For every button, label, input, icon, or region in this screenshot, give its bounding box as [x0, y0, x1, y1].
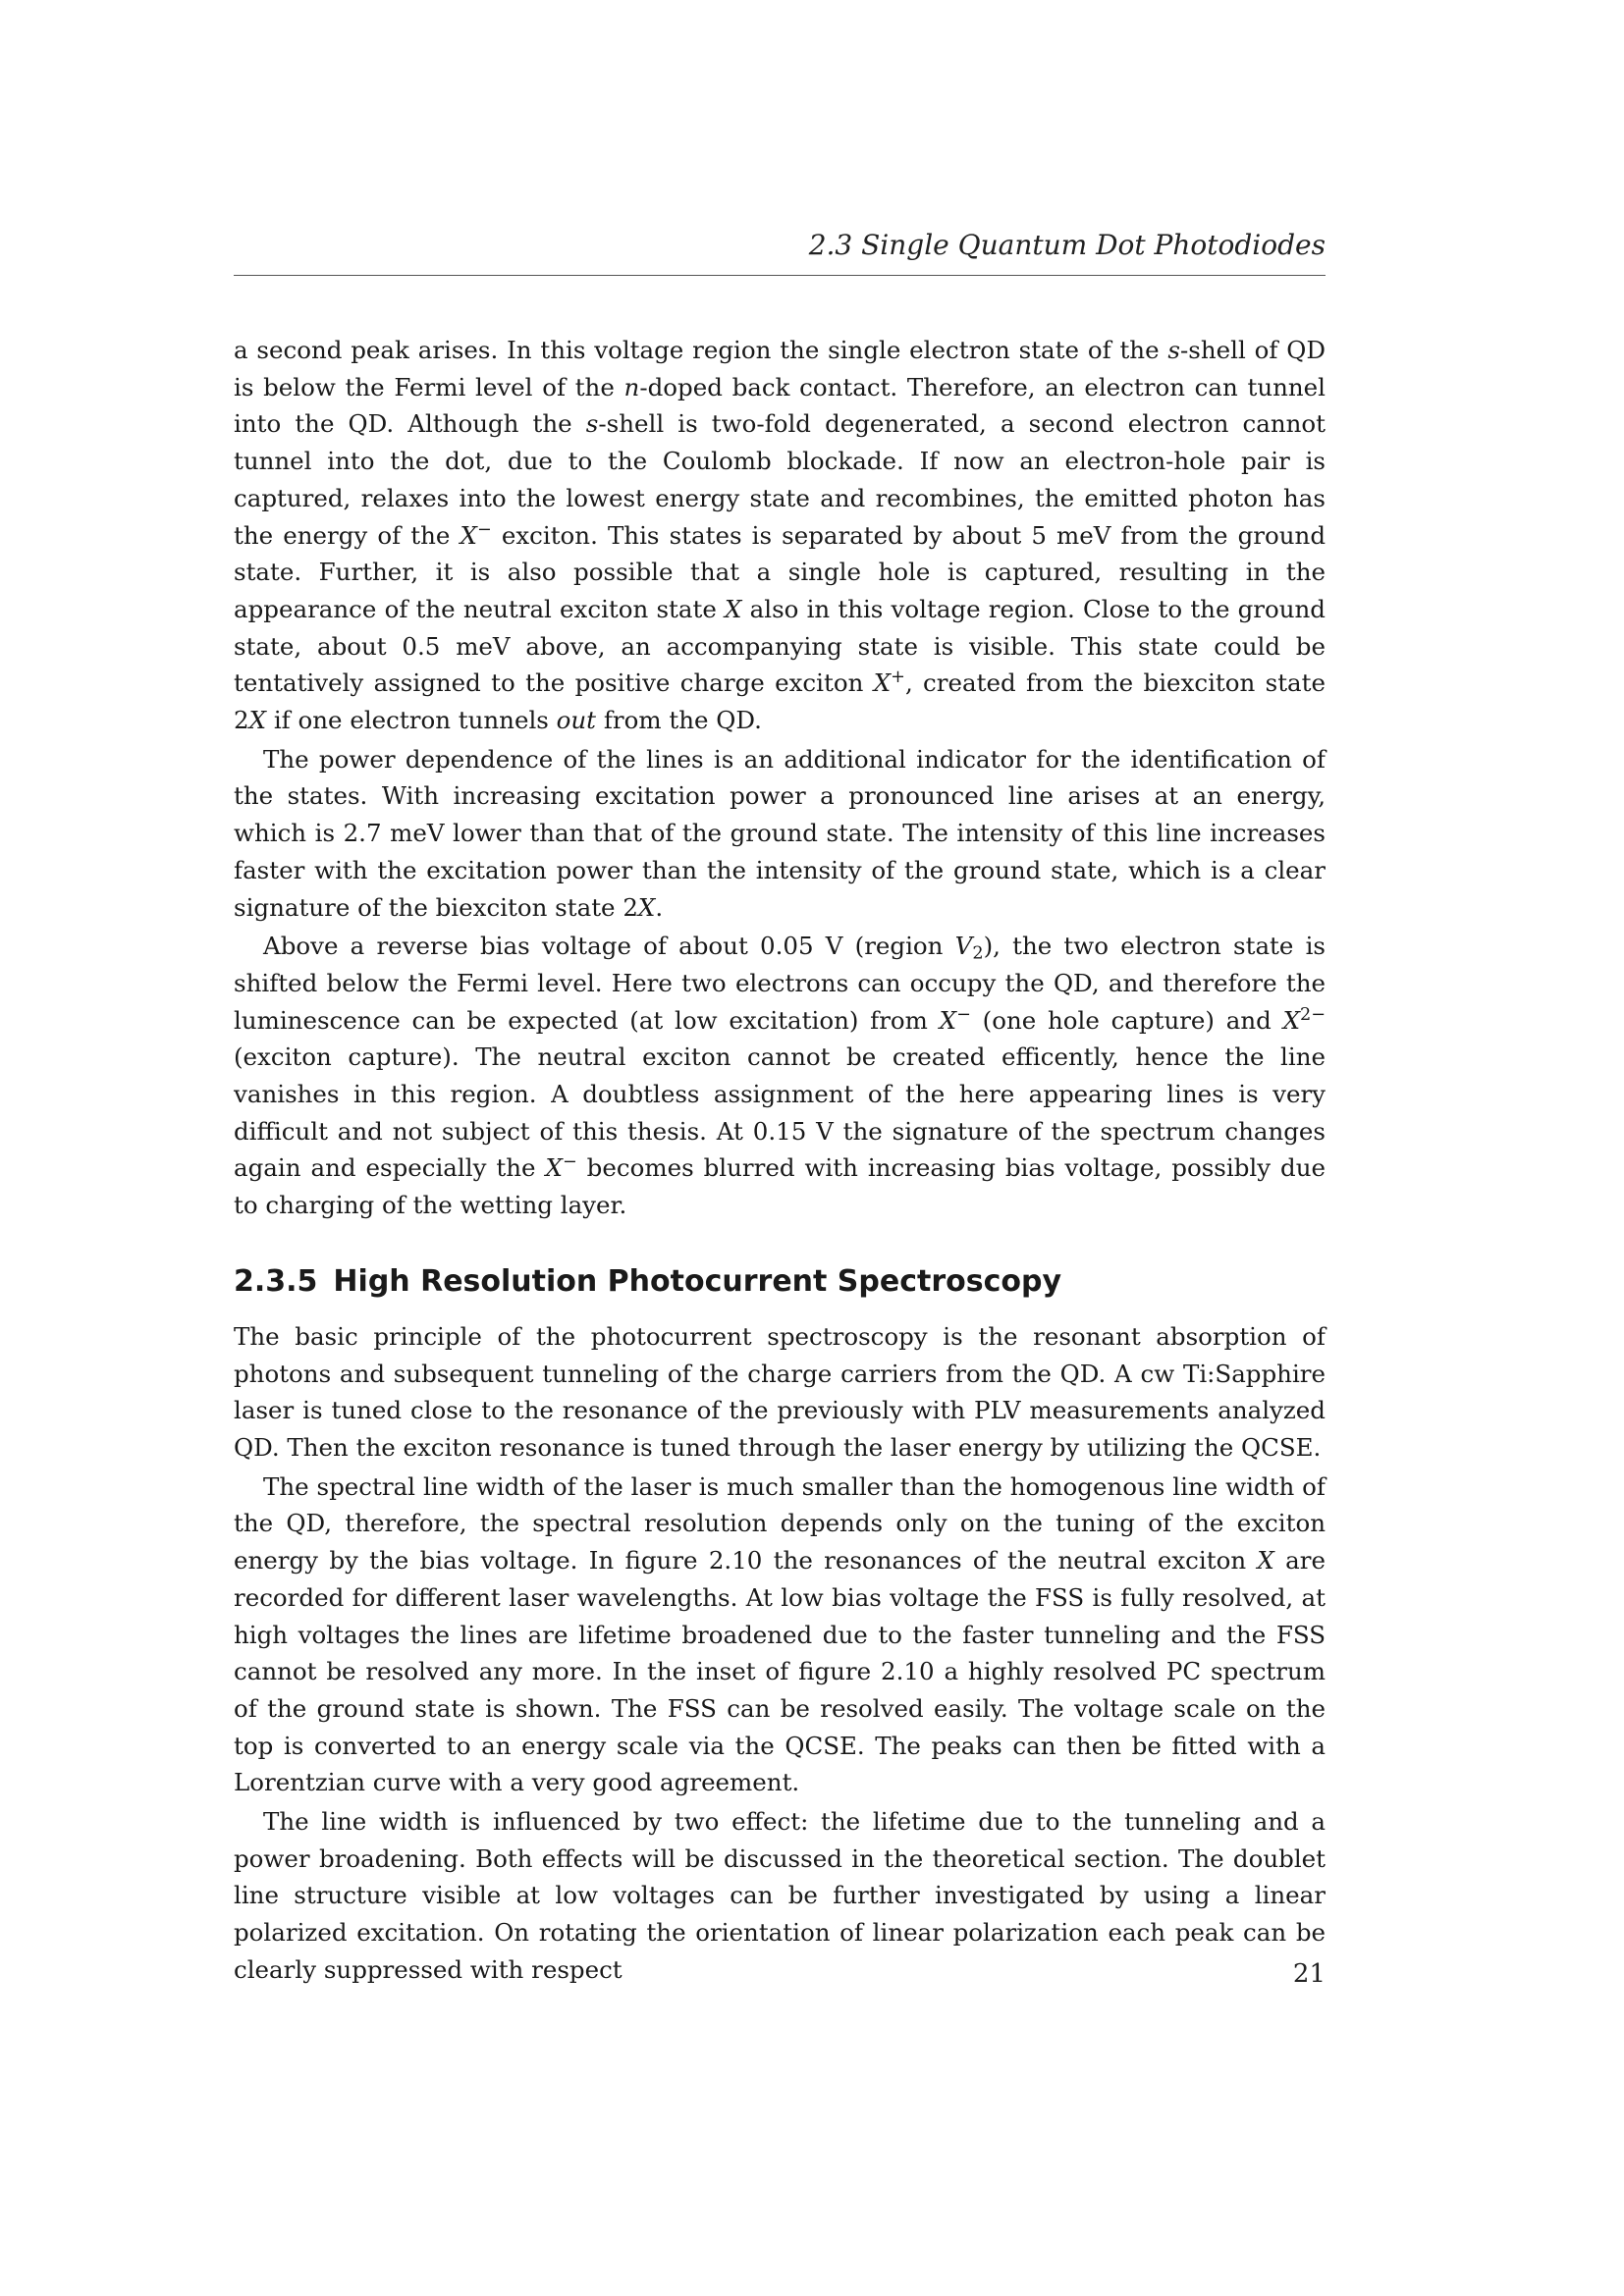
paragraph-4: The basic principle of the photocurrent spectroscopy is the resonant absorption of photons and subsequent tunneling of the charge carriers from the QD. A cw Ti:Sapphire laser is tuned close to the resonance of the previously with PLV measurements analyzed QD. Then the exciton resonance is tuned through the laser energy by utilizing the QCSE. [234, 1321, 1326, 1462]
section-number: 2.3.5 [234, 1263, 318, 1299]
section-title: High Resolution Photocurrent Spectroscopy [333, 1263, 1062, 1299]
paragraph-5: The spectral line width of the laser is much smaller than the homogenous line width of the QD, therefore, the spectral resolution depends only on the tuning of the exciton energy by the bias voltage. In figure 2.10 the resonances of the neutral exciton X are recorded for different laser wavelengths. At low bias voltage the FSS is fully resolved, at high voltages the lines are lifetime broadened due to the faster tunneling and the FSS cannot be resolved any more. In the inset of figure 2.10 a highly resolved PC spectrum of the ground state is shown. The FSS can be resolved easily. The voltage scale on the top is converted to an energy scale via the QCSE. The peaks can then be fitted with a Lorentzian curve with a very good agreement. [234, 1471, 1326, 1797]
body-text [234, 332, 1326, 1989]
section-heading [234, 1263, 1326, 1301]
paragraph-1: a second peak arises. In this voltage region the single electron state of the s-shell of QD is below the Fermi level of the n-doped back contact. Therefore, an electron can tunnel into the QD. Although the s-shell is two-fold degenerated, a second electron cannot tunnel into the dot, due to the Coulomb blockade. If now an electron-hole pair is captured, relaxes into the lowest energy state and recombines, the emitted photon has the energy of the X− exciton. This states is separated by about 5 meV from the ground state. Further, it is also possible that a single hole is captured, resulting in the appearance of the neutral exciton state X also in this voltage region. Close to the ground state, about 0.5 meV above, an accompanying state is visible. This state could be tentatively assigned to the positive charge exciton X+, created from the biexciton state 2X if one electron tunnels out from the QD. [234, 336, 1326, 735]
page-number: 21 [1292, 1959, 1326, 1989]
paragraph-3: Above a reverse bias voltage of about 0.05 V (region $V_2$), the two electron state is shifted below the Fermi level. Here two electrons can occupy the QD, and therefore the luminescence can be expected (at low excitation) from X− (one hole capture) and $X^{2-}$ (exciton capture). The neutral exciton cannot be created efficently, hence the line vanishes in this region. A doubtless assignment of the here appearing lines is very difficult and not subject of this thesis. At 0.15 V the signature of the spectrum changes again and especially the X− becomes blurred with increasing bias voltage, possibly due to charging of the wetting layer. [234, 932, 1326, 1220]
paragraph-6: The line width is influenced by two effect: the lifetime due to the tunneling and a power broadening. Both effects will be discussed in the theoretical section. The doublet line structure visible at low voltages can be further investigated by using a linear polarized excitation. On rotating the orientation of linear polarization each peak can be clearly suppressed with respect [234, 1807, 1326, 1984]
header-rule [234, 275, 1326, 276]
running-header: 2.3 Single Quantum Dot Photodiodes [808, 229, 1326, 261]
paragraph-2: The power dependence of the lines is an additional indicator for the identification of the states. With increasing excitation power a pronounced line arises at an energy, which is 2.7 meV lower than that of the ground state. The intensity of this line increases faster with the excitation power than the intensity of the ground state, which is a clear signature of the biexciton state 2X. [234, 744, 1326, 922]
